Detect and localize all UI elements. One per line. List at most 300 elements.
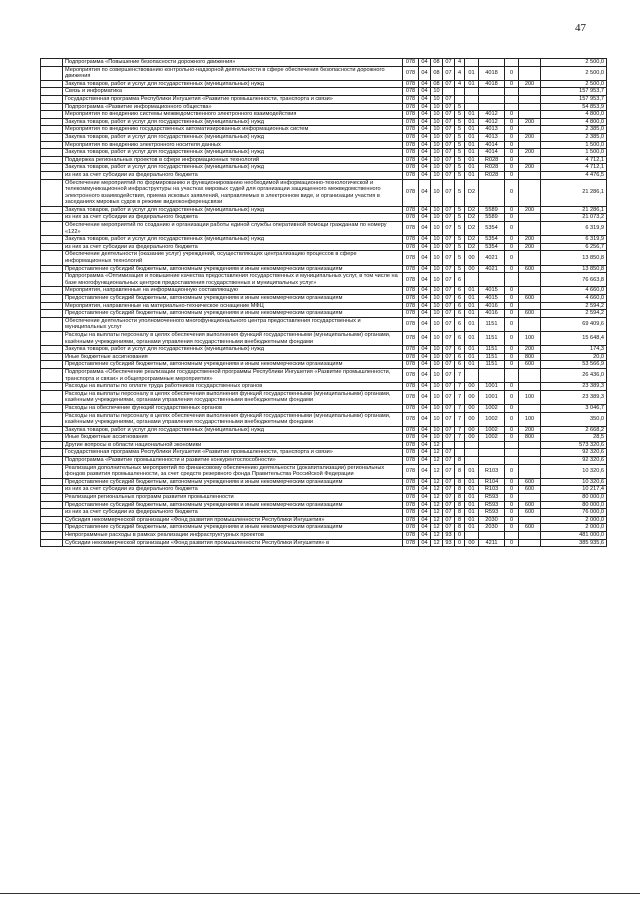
table-row xyxy=(41,331,607,345)
footer-rule xyxy=(0,893,640,894)
program-code: 07 xyxy=(443,295,455,303)
expense-type-code xyxy=(519,179,541,206)
direction-code: 1151 xyxy=(479,353,505,361)
subprogram-code: 8 xyxy=(455,516,465,524)
amount: 21 286,1 xyxy=(541,206,607,214)
section-code: 04 xyxy=(419,532,431,540)
table-row xyxy=(41,236,607,244)
subsection-code: 10 xyxy=(431,368,443,382)
section-code: 04 xyxy=(419,126,431,134)
row-name: Закупка товаров, работ и услуг для государственных (муниципальных) нужд xyxy=(63,426,403,434)
program-code: 93 xyxy=(443,539,455,547)
table-row xyxy=(41,103,607,111)
code-suffix: 0 xyxy=(505,243,519,251)
direction-code: 5589 xyxy=(479,214,505,222)
subprogram-code: 5 xyxy=(455,236,465,244)
expense-type-code xyxy=(519,404,541,412)
code-suffix: 0 xyxy=(505,524,519,532)
blank-cell xyxy=(41,353,63,361)
blank-cell xyxy=(41,464,63,478)
subsection-code: 10 xyxy=(431,236,443,244)
expense-type-code xyxy=(519,449,541,457)
subsection-code: 08 xyxy=(431,80,443,88)
event-code xyxy=(465,441,479,449)
section-code: 04 xyxy=(419,295,431,303)
table-row xyxy=(41,126,607,134)
table-row xyxy=(41,59,607,67)
table-row xyxy=(41,141,607,149)
code-suffix xyxy=(505,532,519,540)
program-code: 07 xyxy=(443,133,455,141)
code-suffix: 0 xyxy=(505,390,519,404)
subsection-code: 10 xyxy=(431,353,443,361)
amount: 157 953,7 xyxy=(541,88,607,96)
event-code: 01 xyxy=(465,141,479,149)
admin-code: 078 xyxy=(403,126,419,134)
expense-type-code xyxy=(519,171,541,179)
program-code: 07 xyxy=(443,251,455,265)
expense-type-code: 100 xyxy=(519,331,541,345)
direction-code: R593 xyxy=(479,509,505,517)
amount: 2 385,0 xyxy=(541,126,607,134)
event-code: 01 xyxy=(465,509,479,517)
section-code: 04 xyxy=(419,346,431,354)
expense-type-code xyxy=(519,441,541,449)
subprogram-code: 5 xyxy=(455,171,465,179)
direction-code: 4018 xyxy=(479,80,505,88)
blank-cell xyxy=(41,361,63,369)
program-code xyxy=(443,441,455,449)
admin-code: 078 xyxy=(403,449,419,457)
row-name: Мероприятия, направленные на информационную составляющую xyxy=(63,287,403,295)
section-code: 04 xyxy=(419,171,431,179)
code-suffix: 0 xyxy=(505,251,519,265)
blank-cell xyxy=(41,141,63,149)
event-code: 00 xyxy=(465,434,479,442)
code-suffix: 0 xyxy=(505,353,519,361)
expense-type-code xyxy=(519,464,541,478)
direction-code: 4015 xyxy=(479,287,505,295)
amount: 4 476,5 xyxy=(541,171,607,179)
admin-code: 078 xyxy=(403,179,419,206)
code-suffix xyxy=(505,441,519,449)
expense-type-code xyxy=(519,66,541,80)
admin-code: 078 xyxy=(403,295,419,303)
amount: 92 320,6 xyxy=(541,449,607,457)
program-code: 07 xyxy=(443,317,455,331)
subsection-code: 10 xyxy=(431,265,443,273)
amount: 2 500,0 xyxy=(541,80,607,88)
expense-type-code xyxy=(519,141,541,149)
table-row xyxy=(41,494,607,502)
subprogram-code: 8 xyxy=(455,478,465,486)
expense-type-code xyxy=(519,95,541,103)
section-code: 04 xyxy=(419,287,431,295)
subprogram-code: 0 xyxy=(455,539,465,547)
expense-type-code: 600 xyxy=(519,478,541,486)
section-code: 04 xyxy=(419,59,431,67)
event-code: 01 xyxy=(465,310,479,318)
code-suffix: 0 xyxy=(505,412,519,426)
program-code: 07 xyxy=(443,287,455,295)
event-code: 00 xyxy=(465,265,479,273)
expense-type-code xyxy=(519,368,541,382)
program-code: 07 xyxy=(443,222,455,236)
table-row xyxy=(41,80,607,88)
blank-cell xyxy=(41,368,63,382)
amount: 10 217,4 xyxy=(541,486,607,494)
subsection-code: 10 xyxy=(431,317,443,331)
row-name: Мероприятия по совершенствованию контрольно-надзорной деятельности в сфере обеспечения безопасности дорожного движения xyxy=(63,66,403,80)
subprogram-code: 5 xyxy=(455,118,465,126)
table-row xyxy=(41,426,607,434)
blank-cell xyxy=(41,295,63,303)
subsection-code: 10 xyxy=(431,179,443,206)
subprogram-code: 8 xyxy=(455,457,465,465)
blank-cell xyxy=(41,156,63,164)
program-code: 07 xyxy=(443,361,455,369)
direction-code xyxy=(479,368,505,382)
row-name: Субсидии некоммерческой организации «Фонд развития промышленности Республики Ингушетия» в xyxy=(63,539,403,547)
section-code: 04 xyxy=(419,95,431,103)
amount: 80 000,0 xyxy=(541,501,607,509)
section-code: 04 xyxy=(419,464,431,478)
program-code: 07 xyxy=(443,149,455,157)
program-code: 07 xyxy=(443,80,455,88)
amount: 21 073,2 xyxy=(541,214,607,222)
subprogram-code: 7 xyxy=(455,390,465,404)
expense-type-code xyxy=(519,88,541,96)
expense-type-code: 200 xyxy=(519,80,541,88)
direction-code: R028 xyxy=(479,156,505,164)
program-code: 07 xyxy=(443,214,455,222)
section-code: 04 xyxy=(419,524,431,532)
row-name: Предоставление субсидий бюджетным, автономным учреждениям и иным некоммерческим организациям xyxy=(63,361,403,369)
row-name: Закупка товаров, работ и услуг для государственных (муниципальных) нужд xyxy=(63,80,403,88)
admin-code: 078 xyxy=(403,509,419,517)
code-suffix: 0 xyxy=(505,516,519,524)
code-suffix: 0 xyxy=(505,287,519,295)
expense-type-code xyxy=(519,156,541,164)
program-code: 07 xyxy=(443,236,455,244)
row-name: Государственная программа Республики Ингушетия «Развитие промышленности, транспорта и связи» xyxy=(63,449,403,457)
row-name: Подпрограмма «Обеспечение реализации государственной программы Республики Ингушетия «Развитие промышленности, транспорта и связи» и общепрограммные мероприятия» xyxy=(63,368,403,382)
direction-code: 4018 xyxy=(479,66,505,80)
direction-code xyxy=(479,88,505,96)
subsection-code: 12 xyxy=(431,486,443,494)
amount: 10 320,6 xyxy=(541,464,607,478)
table-row xyxy=(41,88,607,96)
code-suffix: 0 xyxy=(505,222,519,236)
event-code: D2 xyxy=(465,206,479,214)
code-suffix: 0 xyxy=(505,164,519,172)
event-code xyxy=(465,273,479,287)
program-code: 07 xyxy=(443,390,455,404)
section-code: 04 xyxy=(419,539,431,547)
admin-code: 078 xyxy=(403,457,419,465)
subsection-code: 10 xyxy=(431,383,443,391)
row-name: Обеспечение деятельности (оказание услуг) учреждений, осуществляющих централизацию процессов в сфере информационных технологий xyxy=(63,251,403,265)
section-code: 04 xyxy=(419,243,431,251)
table-row xyxy=(41,95,607,103)
section-code: 04 xyxy=(419,141,431,149)
subsection-code: 10 xyxy=(431,118,443,126)
amount: 92 320,6 xyxy=(541,457,607,465)
amount: 573 320,6 xyxy=(541,441,607,449)
section-code: 04 xyxy=(419,310,431,318)
section-code: 04 xyxy=(419,368,431,382)
code-suffix: 0 xyxy=(505,434,519,442)
table-row xyxy=(41,486,607,494)
event-code: 01 xyxy=(465,80,479,88)
direction-code: R028 xyxy=(479,164,505,172)
row-name: Закупка товаров, работ и услуг для государственных (муниципальных) нужд xyxy=(63,164,403,172)
table-row xyxy=(41,156,607,164)
event-code: 01 xyxy=(465,156,479,164)
table-row xyxy=(41,412,607,426)
admin-code: 078 xyxy=(403,302,419,310)
admin-code: 078 xyxy=(403,353,419,361)
amount: 4 800,0 xyxy=(541,111,607,119)
subprogram-code: 5 xyxy=(455,265,465,273)
expense-type-code xyxy=(519,214,541,222)
subprogram-code xyxy=(455,449,465,457)
event-code: 01 xyxy=(465,287,479,295)
blank-cell xyxy=(41,516,63,524)
code-suffix: 0 xyxy=(505,118,519,126)
blank-cell xyxy=(41,243,63,251)
direction-code: 4016 xyxy=(479,302,505,310)
event-code: 01 xyxy=(465,361,479,369)
subsection-code: 10 xyxy=(431,103,443,111)
direction-code: 1002 xyxy=(479,412,505,426)
expense-type-code: 200 xyxy=(519,164,541,172)
subsection-code: 10 xyxy=(431,251,443,265)
code-suffix: 0 xyxy=(505,310,519,318)
admin-code: 078 xyxy=(403,383,419,391)
direction-code: 5354 xyxy=(479,236,505,244)
direction-code: 5354 xyxy=(479,222,505,236)
amount: 1 500,0 xyxy=(541,149,607,157)
amount: 481 000,0 xyxy=(541,532,607,540)
blank-cell xyxy=(41,179,63,206)
expense-type-code: 200 xyxy=(519,346,541,354)
admin-code: 078 xyxy=(403,361,419,369)
subprogram-code: 5 xyxy=(455,164,465,172)
section-code: 04 xyxy=(419,236,431,244)
budget-table xyxy=(40,58,607,547)
subsection-code: 10 xyxy=(431,222,443,236)
row-name: Другие вопросы в области национальной экономики xyxy=(63,441,403,449)
subprogram-code: 6 xyxy=(455,353,465,361)
table-row xyxy=(41,118,607,126)
program-code: 07 xyxy=(443,164,455,172)
subprogram-code: 5 xyxy=(455,214,465,222)
table-row xyxy=(41,457,607,465)
code-suffix: 0 xyxy=(505,206,519,214)
admin-code: 078 xyxy=(403,80,419,88)
section-code: 04 xyxy=(419,111,431,119)
subprogram-code: 6 xyxy=(455,361,465,369)
expense-type-code xyxy=(519,302,541,310)
amount: 21 286,1 xyxy=(541,179,607,206)
amount: 4 660,0 xyxy=(541,295,607,303)
code-suffix: 0 xyxy=(505,126,519,134)
row-name: Обеспечение деятельности уполномоченного многофункционального центра предоставления государственных и муниципальных услуг xyxy=(63,317,403,331)
direction-code xyxy=(479,103,505,111)
table-row xyxy=(41,509,607,517)
admin-code: 078 xyxy=(403,66,419,80)
row-name: Предоставление субсидий бюджетным, автономным учреждениям и иным некоммерческим организациям xyxy=(63,295,403,303)
row-name: Реализация дополнительных мероприятий по финансовому обеспечению деятельности (докапитализации) региональных фондов развития промышленности, за счет средств резервного фонда Правительства Российской Федерации xyxy=(63,464,403,478)
subsection-code: 10 xyxy=(431,287,443,295)
event-code: 01 xyxy=(465,494,479,502)
program-code: 07 xyxy=(443,206,455,214)
row-name: из них за счет субсидии из федерального бюджета xyxy=(63,486,403,494)
admin-code: 078 xyxy=(403,222,419,236)
admin-code: 078 xyxy=(403,516,419,524)
admin-code: 078 xyxy=(403,346,419,354)
subprogram-code: 8 xyxy=(455,524,465,532)
direction-code xyxy=(479,59,505,67)
subprogram-code: 4 xyxy=(455,59,465,67)
code-suffix: 0 xyxy=(505,141,519,149)
subsection-code: 08 xyxy=(431,59,443,67)
subprogram-code: 5 xyxy=(455,126,465,134)
event-code: 01 xyxy=(465,486,479,494)
amount: 3 046,7 xyxy=(541,404,607,412)
program-code: 93 xyxy=(443,532,455,540)
table-row xyxy=(41,353,607,361)
direction-code xyxy=(479,532,505,540)
subsection-code: 12 xyxy=(431,457,443,465)
direction-code: 4014 xyxy=(479,149,505,157)
row-name: Подпрограмма «Оптимизация и повышение качества предоставления государственных и муниципальных услуг, в том числе на базе многофункциональных центров предоставления государственных и муниципальных услуг» xyxy=(63,273,403,287)
subprogram-code: 4 xyxy=(455,80,465,88)
code-suffix xyxy=(505,103,519,111)
subprogram-code: 8 xyxy=(455,494,465,502)
event-code: 01 xyxy=(465,317,479,331)
row-name: Реализация региональных программ развития промышленности xyxy=(63,494,403,502)
blank-cell xyxy=(41,486,63,494)
subsection-code: 12 xyxy=(431,449,443,457)
table-row xyxy=(41,524,607,532)
program-code: 07 xyxy=(443,141,455,149)
table-row xyxy=(41,383,607,391)
subsection-code: 10 xyxy=(431,302,443,310)
section-code: 04 xyxy=(419,486,431,494)
event-code xyxy=(465,532,479,540)
event-code: D2 xyxy=(465,179,479,206)
blank-cell xyxy=(41,524,63,532)
direction-code: 1151 xyxy=(479,317,505,331)
admin-code: 078 xyxy=(403,331,419,345)
event-code: 00 xyxy=(465,251,479,265)
section-code: 04 xyxy=(419,478,431,486)
subprogram-code: 8 xyxy=(455,509,465,517)
table-row xyxy=(41,532,607,540)
blank-cell xyxy=(41,126,63,134)
section-code: 04 xyxy=(419,404,431,412)
direction-code: 4013 xyxy=(479,126,505,134)
table-row xyxy=(41,539,607,547)
direction-code: 4013 xyxy=(479,133,505,141)
admin-code: 078 xyxy=(403,206,419,214)
row-name: Непрограммные расходы в рамках реализации инфраструктурных проектов xyxy=(63,532,403,540)
admin-code: 078 xyxy=(403,390,419,404)
direction-code: 1151 xyxy=(479,361,505,369)
code-suffix: 0 xyxy=(505,404,519,412)
subprogram-code: 8 xyxy=(455,464,465,478)
direction-code xyxy=(479,95,505,103)
direction-code: 1002 xyxy=(479,434,505,442)
subprogram-code: 7 xyxy=(455,412,465,426)
direction-code: 1001 xyxy=(479,390,505,404)
section-code: 04 xyxy=(419,383,431,391)
row-name: Предоставление субсидий бюджетным, автономным учреждениям и иным некоммерческим организациям xyxy=(63,501,403,509)
amount: 2 500,0 xyxy=(541,66,607,80)
direction-code xyxy=(479,273,505,287)
admin-code: 078 xyxy=(403,88,419,96)
direction-code: 1151 xyxy=(479,331,505,345)
admin-code: 078 xyxy=(403,501,419,509)
subsection-code: 10 xyxy=(431,404,443,412)
row-name: Субсидия некоммерческой организации «Фонд развития промышленности Республики Ингушетия» xyxy=(63,516,403,524)
subsection-code: 10 xyxy=(431,164,443,172)
event-code xyxy=(465,103,479,111)
subsection-code: 10 xyxy=(431,141,443,149)
expense-type-code: 600 xyxy=(519,295,541,303)
subprogram-code: 8 xyxy=(455,486,465,494)
subsection-code: 10 xyxy=(431,88,443,96)
subsection-code: 12 xyxy=(431,441,443,449)
subsection-code: 08 xyxy=(431,66,443,80)
code-suffix: 0 xyxy=(505,478,519,486)
direction-code xyxy=(479,441,505,449)
event-code xyxy=(465,88,479,96)
expense-type-code: 800 xyxy=(519,434,541,442)
code-suffix xyxy=(505,59,519,67)
row-name: Иные бюджетные ассигнования xyxy=(63,434,403,442)
blank-cell xyxy=(41,118,63,126)
expense-type-code xyxy=(519,383,541,391)
subprogram-code: 6 xyxy=(455,302,465,310)
admin-code: 078 xyxy=(403,317,419,331)
expense-type-code xyxy=(519,273,541,287)
expense-type-code xyxy=(519,111,541,119)
amount: 2 385,0 xyxy=(541,133,607,141)
admin-code: 078 xyxy=(403,95,419,103)
admin-code: 078 xyxy=(403,404,419,412)
amount: 23 389,3 xyxy=(541,383,607,391)
admin-code: 078 xyxy=(403,243,419,251)
table-row xyxy=(41,501,607,509)
row-name: Расходы на выплаты персоналу в целях обеспечения выполнения функций государственными (муниципальными) органами, казёнными учреждениями, органами управления государственными внебюджетными фондами xyxy=(63,412,403,426)
amount: 2 594,2 xyxy=(541,310,607,318)
event-code xyxy=(465,59,479,67)
row-name: Подпрограмма «Повышение безопасности дорожного движения» xyxy=(63,59,403,67)
row-name: Закупка товаров, работ и услуг для государственных (муниципальных) нужд xyxy=(63,149,403,157)
section-code: 04 xyxy=(419,133,431,141)
subsection-code: 12 xyxy=(431,524,443,532)
code-suffix: 0 xyxy=(505,265,519,273)
subprogram-code: 5 xyxy=(455,141,465,149)
expense-type-code: 800 xyxy=(519,353,541,361)
event-code: 00 xyxy=(465,404,479,412)
direction-code xyxy=(479,457,505,465)
blank-cell xyxy=(41,251,63,265)
subsection-code: 10 xyxy=(431,295,443,303)
